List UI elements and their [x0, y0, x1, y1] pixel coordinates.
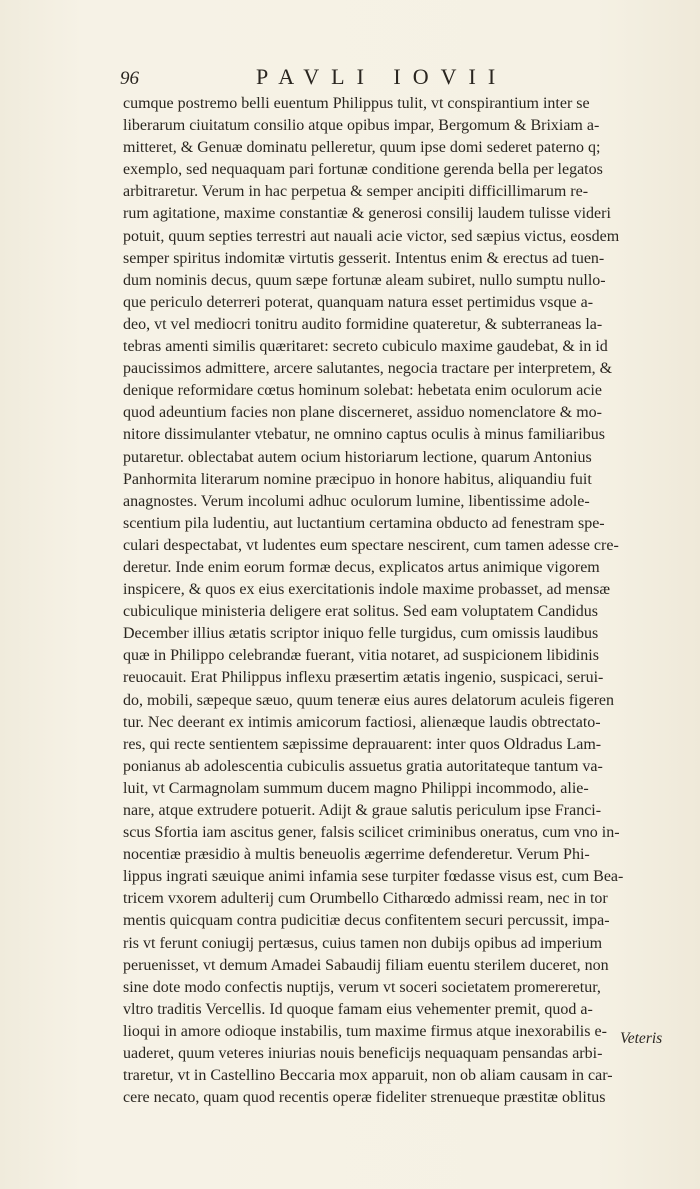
text-line: res, qui recte sentientem sæpissime deprauarent: inter quos Oldradus Lam-: [123, 735, 602, 753]
text-line: mitteret, & Genuæ dominatu pelleretur, quum ipse domi sederet paterno q;: [123, 139, 601, 157]
text-line: quæ in Philippo celebrandæ fuerant, vitia notaret, ad suspicionem libidinis: [123, 647, 599, 665]
text-line: putaretur. oblectabat autem ocium historiarum lectione, quarum Antonius: [123, 448, 592, 466]
text-line: dum nominis decus, quum sæpe fortunæ aleam subiret, nullo sumptu nullo-: [123, 271, 606, 289]
text-line: anagnostes. Verum incolumi adhuc oculorum lumine, libentissime adole-: [123, 492, 590, 510]
catchword: Veteris: [620, 1030, 663, 1047]
text-line: vltro traditis Vercellis. Id quoque famam eius vehementer premit, quod a-: [123, 1000, 593, 1018]
text-line: December illius ætatis scriptor iniquo felle turgidus, cum omissis laudibus: [123, 625, 599, 643]
text-line: semper spiritus indomitæ virtutis gesserit. Intentus enim & erectus ad tuen-: [123, 249, 605, 267]
text-line: deretur. Inde enim eorum formæ decus, explicatos artus animique vigorem: [123, 558, 600, 576]
text-line: paucissimos admittere, arcere salutantes, negocia tractare per interpretem, &: [123, 360, 613, 378]
text-line: denique reformidare cœtus hominum solebat: hebetata enim oculorum acie: [123, 382, 602, 400]
text-line: cere necato, quam quod recentis operæ fideliter strenueque præstitæ oblitus: [123, 1089, 606, 1107]
text-line: tur. Nec deerant ex intimis amicorum factiosi, alienæque laudis obtrectato-: [123, 713, 601, 731]
page-number: 96: [120, 68, 139, 89]
text-line: scentium pila ludentiu, aut luctantium certamina obducto ad fenestram spe-: [123, 514, 605, 532]
text-line: potuit, quum septies terrestri aut nauali acie victor, sed sæpius victus, eosdem: [123, 227, 620, 245]
text-line: nitore dissimulanter vtebatur, ne omnino captus oculis à minus familiaribus: [123, 426, 605, 444]
text-line: deo, vt vel mediocri tonitru audito formidine quateretur, & subterraneas la-: [123, 315, 603, 333]
text-line: scus Sfortia iam ascitus gener, falsis scilicet criminibus oneratus, cum vno in-: [123, 824, 620, 842]
text-line: nare, atque extrudere potuerit. Adijt & graue salutis periculum ipse Franci-: [123, 802, 602, 819]
text-line: do, mobili, sæpeque sæuo, quum teneræ eius aures delatorum aculeis figeren: [123, 691, 614, 709]
text-line: inspicere, & quos ex eius exercitationis indole maxime probasset, ad mensæ: [123, 581, 610, 599]
text-line: quod adeuntium facies non plane discerneret, assiduo nomenclatore & mo-: [123, 404, 602, 422]
text-line: reuocauit. Erat Philippus inflexu præsertim ætatis ingenio, suspicaci, serui-: [123, 669, 604, 687]
body-text: [123, 93, 679, 1109]
text-line: tebras amenti similis quæritaret: secreto cubiculo maxime gaudebat, & in id: [123, 338, 608, 356]
text-line: liberarum ciuitatum consilio atque opibus impar, Bergomum & Brixiam a-: [123, 117, 600, 135]
text-line: uaderet, quum veteres iniurias nouis beneficijs nequaquam pensandas arbi-: [123, 1045, 603, 1063]
text-line: peruenisset, vt demum Amadei Sabaudij filiam euentu sterilem duceret, non: [123, 956, 609, 974]
running-head: PAVLI IOVII: [256, 64, 508, 89]
text-line: que periculo deterreri poterat, quanquam natura esset pertimidus vsque a-: [123, 293, 594, 311]
text-line: arbitraretur. Verum in hac perpetua & semper ancipiti difficillimarum re-: [123, 183, 589, 201]
text-line: lippus ingrati sæuique animi infamia sese turpiter fœdasse visus est, cum Bea-: [123, 868, 624, 886]
page-header: [120, 64, 680, 94]
text-line: Panhormita literarum nomine præcipuo in honore habitus, aliquandiu fuit: [123, 470, 592, 488]
text-line: ponianus ab adolescentia cubiculis assuetus gratia autoritateque tantum va-: [123, 757, 603, 775]
text-line: exemplo, sed nequaquam pari fortunæ conditione gerenda bella per legatos: [123, 161, 603, 179]
text-line: luit, vt Carmagnolam summum ducem magno Philippi incommodo, alie-: [123, 779, 589, 797]
text-line: cubiculique ministeria deligere erat solitus. Sed eam voluptatem Candidus: [123, 603, 598, 621]
text-line: traretur, vt in Castellino Beccaria mox apparuit, non ob aliam causam in car-: [123, 1067, 613, 1085]
text-line: culari despectabat, vt ludentes eum spectare nescirent, cum tamen adesse cre-: [123, 536, 619, 554]
text-line: lioqui in amore odioque instabilis, tum maxime firmus atque inexorabilis e-: [123, 1022, 607, 1040]
text-line: rum agitatione, maxime constantiæ & generosi consilij laudem tulisse videri: [123, 205, 611, 223]
text-line: tricem vxorem adulterij cum Orumbello Citharœdo admissi ream, nec in tor: [123, 890, 608, 908]
text-line: cumque postremo belli euentum Philippus tulit, vt conspirantium inter se: [123, 95, 590, 112]
text-line: ris vt ferunt coniugij pertæsus, cuius tamen non dubijs opibus ad imperium: [123, 934, 603, 952]
text-line: mentis quicquam contra pudicitiæ decus confitentem securi percussit, impa-: [123, 912, 610, 930]
text-line: nocentiæ præsidio à multis beneuolis ægerrime defenderetur. Verum Phi-: [123, 846, 590, 864]
text-line: sine dote modo confectis nuptijs, verum vt soceri societatem promereretur,: [123, 978, 601, 996]
